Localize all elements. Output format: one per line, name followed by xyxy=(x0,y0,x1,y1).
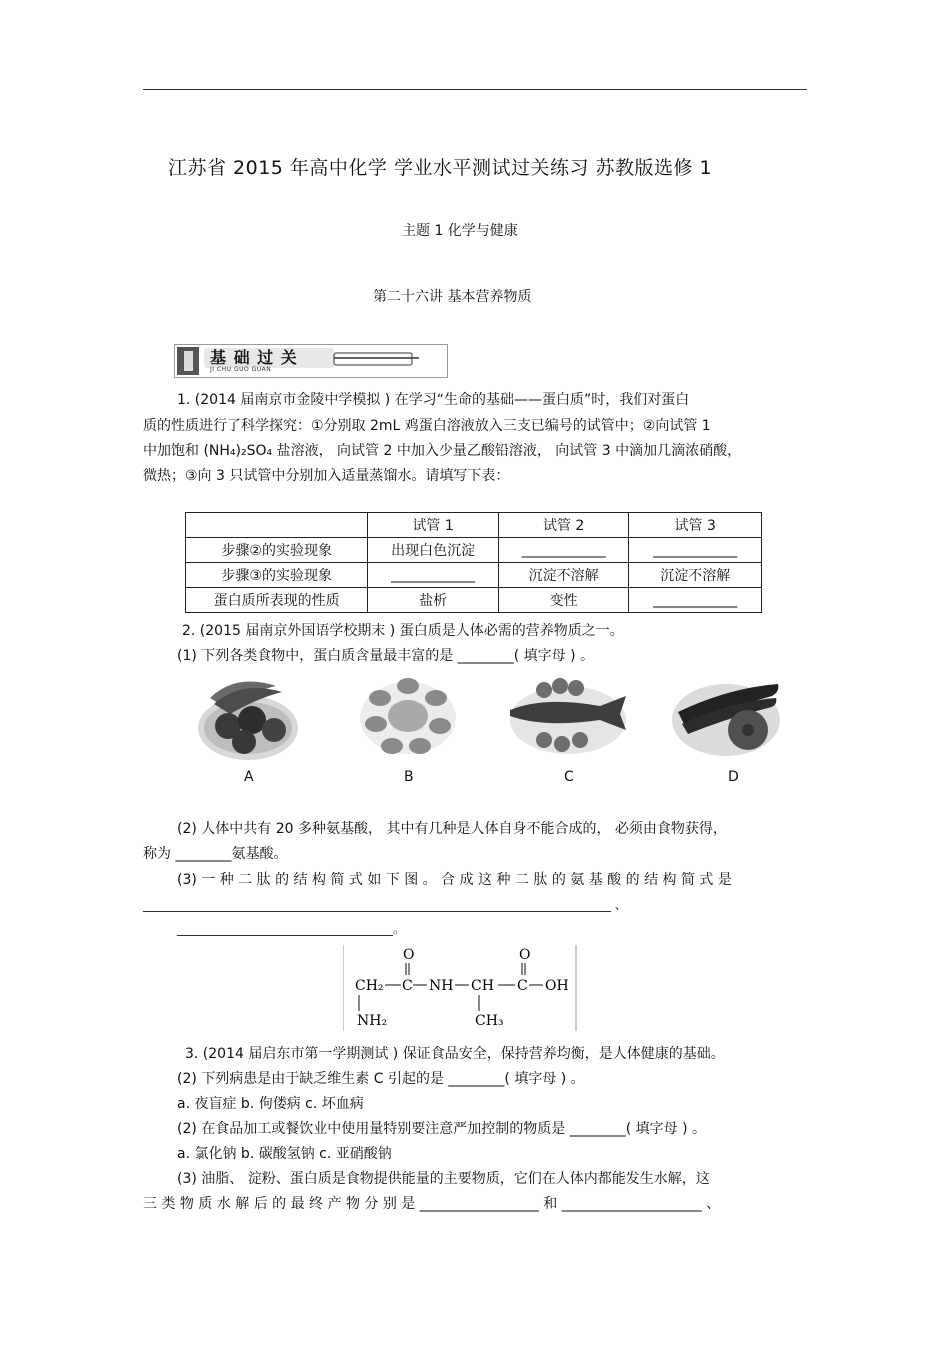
table-header-cell: 试管 3 xyxy=(629,513,762,538)
table-header-cell xyxy=(186,513,368,538)
table-cell-blank: ____________ xyxy=(629,538,762,563)
food-label-d: D xyxy=(728,769,739,785)
q2-part-3-line-2: ______________________________________________________________________________ 、 xyxy=(143,898,627,912)
q1-line-1: 1. (2014 届南京市金陵中学模拟 ) 在学习“生命的基础——蛋白质”时，我们对蛋白 xyxy=(177,392,690,408)
food-image-a-fruit xyxy=(196,668,300,762)
formula-ch3: CH₃ xyxy=(475,1013,504,1029)
table-row xyxy=(186,588,762,613)
topic-subtitle: 主题 1 化学与健康 xyxy=(402,223,518,239)
formula-c-1: C xyxy=(402,978,413,994)
formula-o-1: O xyxy=(403,947,415,963)
table-cell: 变性 xyxy=(498,588,629,613)
food-image-d-vegetables xyxy=(668,668,784,762)
q2-part-2-line-1: (2) 人体中共有 20 多种氨基酸， 其中有几种是人体自身不能合成的， 必须由食物获得， xyxy=(177,821,727,837)
formula-ch: CH xyxy=(471,978,494,994)
q1-line-4: 微热；③向 3 只试管中分别加入适量蒸馏水。请填写下表： xyxy=(143,468,510,484)
banner-text: 基 础 过 关 xyxy=(210,348,298,367)
q3-part-3-line-2: 三 类 物 质 水 解 后 的 最 终 产 物 分 别 是 _________________ 和 ____________________ 、 xyxy=(143,1196,721,1212)
banner-pinyin: JI CHU GUO GUAN xyxy=(210,366,272,373)
table-header-cell: 试管 2 xyxy=(498,513,629,538)
table-header-row xyxy=(186,513,762,538)
q2-heading: 2. (2015 届南京外国语学校期末 ) 蛋白质是人体必需的营养物质之一。 xyxy=(182,623,624,639)
top-rule xyxy=(143,89,807,90)
table-cell: 蛋白质所表现的性质 xyxy=(186,588,368,613)
table-row xyxy=(186,538,762,563)
q2-part-3-line-1: (3) 一 种 二 肽 的 结 构 简 式 如 下 图 。 合 成 这 种 二 肽 的 氨 基 酸 的 结 构 简 式 是 xyxy=(177,872,732,888)
q1-line-3: 中加饱和 (NH₄)₂SO₄ 盐溶液， 向试管 2 中加入少量乙酸铅溶液， 向试管 3 中滴加几滴浓硝酸， xyxy=(143,443,742,459)
food-image-b-grain xyxy=(356,668,460,762)
table-cell-blank: ____________ xyxy=(368,563,499,588)
table-cell: 沉淀不溶解 xyxy=(629,563,762,588)
food-image-c-fish xyxy=(504,668,630,762)
q2-part-1: (1) 下列各类食物中，蛋白质含量最丰富的是 ________( 填字母 ) 。 xyxy=(177,648,595,664)
table-cell: 沉淀不溶解 xyxy=(498,563,629,588)
q2-part-2-line-2: 称为 ________氨基酸。 xyxy=(143,846,288,862)
q3-part-3-line-1: (3) 油脂、 淀粉、蛋白质是食物提供能量的主要物质，它们在人体内都能发生水解，这 xyxy=(177,1171,710,1187)
food-label-b: B xyxy=(404,769,414,785)
food-label-a: A xyxy=(244,769,254,785)
document-title: 江苏省 2015 年高中化学 学业水平测试过关练习 苏教版选修 1 xyxy=(168,157,713,179)
q1-line-2: 质的性质进行了科学探究：①分别取 2mL 鸡蛋白溶液放入三支已编号的试管中；②向试管 1 xyxy=(143,418,711,434)
formula-c-2: C xyxy=(517,978,528,994)
dipeptide-structure-image xyxy=(343,945,577,1031)
table-cell: 步骤③的实验现象 xyxy=(186,563,368,588)
formula-oh: OH xyxy=(545,978,569,994)
formula-ch2: CH₂ xyxy=(355,978,384,994)
table-cell: 盐析 xyxy=(368,588,499,613)
lecture-title: 第二十六讲 基本营养物质 xyxy=(373,289,532,305)
q3-part-1: (2) 下列病患是由于缺乏维生素 C 引起的是 ________( 填字母 ) 。 xyxy=(177,1071,585,1087)
q3-part-1-options: a. 夜盲症 b. 佝偻病 c. 坏血病 xyxy=(177,1096,364,1112)
q2-part-3-line-3: ____________________________________。 xyxy=(177,922,406,936)
formula-nh: NH xyxy=(429,978,454,994)
formula-o-2: O xyxy=(519,947,531,963)
food-label-c: C xyxy=(564,769,574,785)
q3-part-2: (2) 在食品加工或餐饮业中使用量特别要注意严加控制的物质是 ________( 填字母 ) 。 xyxy=(177,1121,707,1137)
table-row xyxy=(186,563,762,588)
table-header-cell: 试管 1 xyxy=(368,513,499,538)
table-cell: 步骤②的实验现象 xyxy=(186,538,368,563)
q1-results-table xyxy=(185,512,762,613)
q3-part-2-options: a. 氯化钠 b. 碳酸氢钠 c. 亚硝酸钠 xyxy=(177,1146,392,1162)
q3-heading: 3. (2014 届启东市第一学期测试 ) 保证食品安全，保持营养均衡，是人体健康的基础。 xyxy=(185,1046,725,1062)
table-cell-blank: ____________ xyxy=(498,538,629,563)
formula-nh2: NH₂ xyxy=(357,1013,388,1029)
table-cell: 出现白色沉淀 xyxy=(368,538,499,563)
table-cell-blank: ____________ xyxy=(629,588,762,613)
